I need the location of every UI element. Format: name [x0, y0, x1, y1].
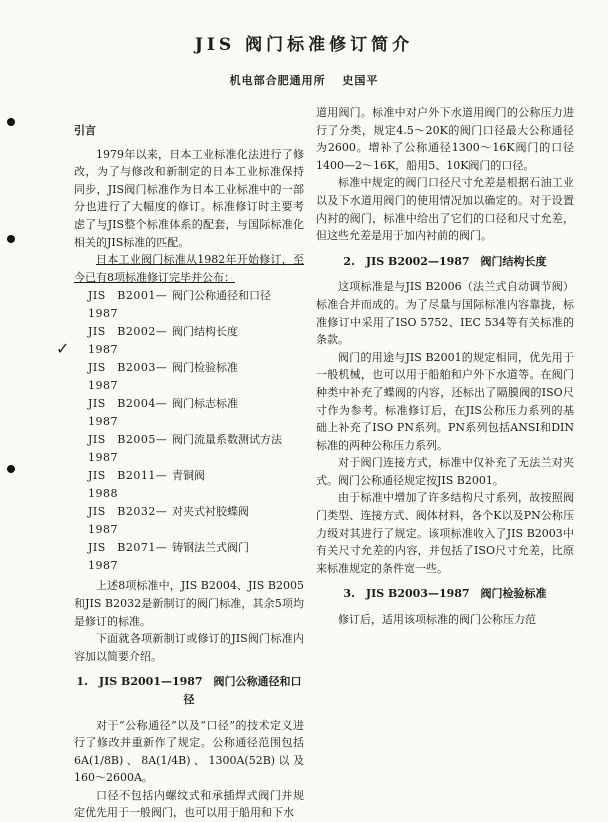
section-heading-3: 3. JIS B2003—1987 阀门检验标准 — [343, 587, 547, 601]
standard-code: JIS B2002—1987 — [88, 325, 168, 357]
paragraph: 由于标准中增加了许多结构尺寸系列，故按照阀门类型、连接方式、阀体材料，各个K以及PN公称压力级对其进行了规定。该项标准收入了JIS B2003中有关尺寸允差的内容，并包括了ISO尺寸允差，比原来标准规定的条件宽一些。 — [316, 491, 574, 575]
paragraph: 道用阀门。标准中对户外下水道用阀门的公称压力进行了分类，规定4.5～20K的阀门口径最大公称通径为2600。增补了公称通径1300～16K阀门的口径1400—2～16K，船用5、10K阀门的口径。 — [316, 106, 574, 172]
standard-name: 青铜阀 — [172, 469, 205, 483]
standard-code: JIS B2011—1988 — [88, 469, 168, 501]
standard-name: 阀门流量系数测试方法 — [172, 433, 282, 447]
standards-list — [74, 287, 304, 575]
standard-code: JIS B2001—1987 — [88, 289, 168, 321]
left-column — [74, 122, 304, 822]
article-title: JIS 阀门标准修订简介 — [194, 35, 414, 55]
list-item — [74, 395, 304, 431]
paragraph: 对于阀门连接方式，标准中仅补充了无法兰对夹式。阀门公称通径规定按JIS B2001。 — [316, 456, 574, 487]
author-name: 史国平 — [342, 74, 379, 87]
standard-code: JIS B2071—1987 — [88, 541, 168, 573]
byline — [0, 72, 608, 88]
binding-hole — [7, 118, 15, 126]
paragraph: 修订后，适用该项标准的阀门公称压力范 — [338, 613, 536, 627]
author-affiliation: 机电部合肥通用所 — [229, 74, 326, 87]
list-item — [74, 287, 304, 323]
standard-name: 阀门公称通径和口径 — [172, 289, 271, 303]
standard-name: 阀门检验标准 — [172, 361, 238, 375]
list-item — [74, 539, 304, 575]
right-column — [316, 104, 574, 629]
list-item — [74, 359, 304, 395]
standard-name: 阀门结构长度 — [172, 325, 238, 339]
binding-hole — [7, 465, 15, 473]
paragraph: 这项标准是与JIS B2006（法兰式自动调节阀）标准合并而成的。为了尽量与国际标准内容靠拢，标准修订中采用了ISO 5752、IEC 534等有关标准的条款。 — [316, 280, 574, 347]
list-item — [74, 467, 304, 503]
checkmark-icon: ✓ — [56, 339, 70, 358]
binding-hole — [7, 235, 15, 243]
standard-code: JIS B2003—1987 — [88, 361, 168, 393]
standard-code: JIS B2004—1987 — [88, 397, 168, 429]
standard-code: JIS B2032—1987 — [88, 505, 168, 537]
list-item — [74, 323, 304, 359]
section-heading-intro: 引言 — [74, 124, 96, 137]
list-item — [74, 503, 304, 539]
standard-code: JIS B2005—1987 — [88, 433, 168, 465]
paragraph: 对于“公称通径”以及“口径”的技术定义进行了修改并重新作了规定。公称通径范围包括6A(1/8B)、8A(1/4B)、1300A(52B)以及160～2600A。 — [74, 718, 304, 785]
paragraph: 上述8项标准中，JIS B2004、JIS B2005和JIS B2032是新制订的阀门标准，其余5项均是修订的标准。 — [74, 579, 304, 628]
standard-name: 阀门标志标准 — [172, 397, 238, 411]
list-item — [74, 431, 304, 467]
standard-name: 对夹式衬胶蝶阀 — [172, 505, 249, 519]
section-heading-1: 1. JIS B2001—1987 阀门公称通径和口径 — [76, 675, 302, 706]
paragraph: 口径不包括内螺纹式和承插焊式阀门并规定优先用于一般阀门，也可以用于船用和下水 — [74, 788, 304, 820]
paragraph: 标准中规定的阀门口径尺寸允差是根据石油工业以及下水道用阀门的使用情况加以确定的。对于设置内衬的阀门，标准中给出了它们的口径和尺寸允差，但这些允差是用于加内衬前的阀门。 — [316, 176, 574, 243]
paragraph: 日本工业阀门标准从1982年开始修订，至今已有8项标准修订完毕并公布： — [74, 253, 304, 284]
paragraph: 下面就各项新制订或修订的JIS阀门标准内容加以简要介绍。 — [74, 632, 304, 663]
paragraph: 1979年以来，日本工业标准化法进行了修改，为了与修改和新制定的日本工业标准保持同步，JIS阀门标准作为日本工业标准中的一部分也进行了大幅度的修订。标准修订时主要考虑了与JIS整个标准体系的配套，与国际标准化相关的JIS标准的匹配。 — [74, 147, 304, 249]
paragraph: 阀门的用途与JIS B2001的规定相同，优先用于一般机械，也可以用于船舶和户外下水道等。在阀门种类中补充了蝶阀的内容，还标出了隔膜阀的ISO尺寸作为参考。标准修订后，在JIS公称压力系列的基础上补充了ISO PN系列。PN系列包括ANSI和DIN标准的两种公称压力系列。 — [316, 350, 574, 452]
standard-name: 铸钢法兰式阀门 — [172, 541, 249, 555]
section-heading-2: 2. JIS B2002—1987 阀门结构长度 — [343, 254, 547, 268]
